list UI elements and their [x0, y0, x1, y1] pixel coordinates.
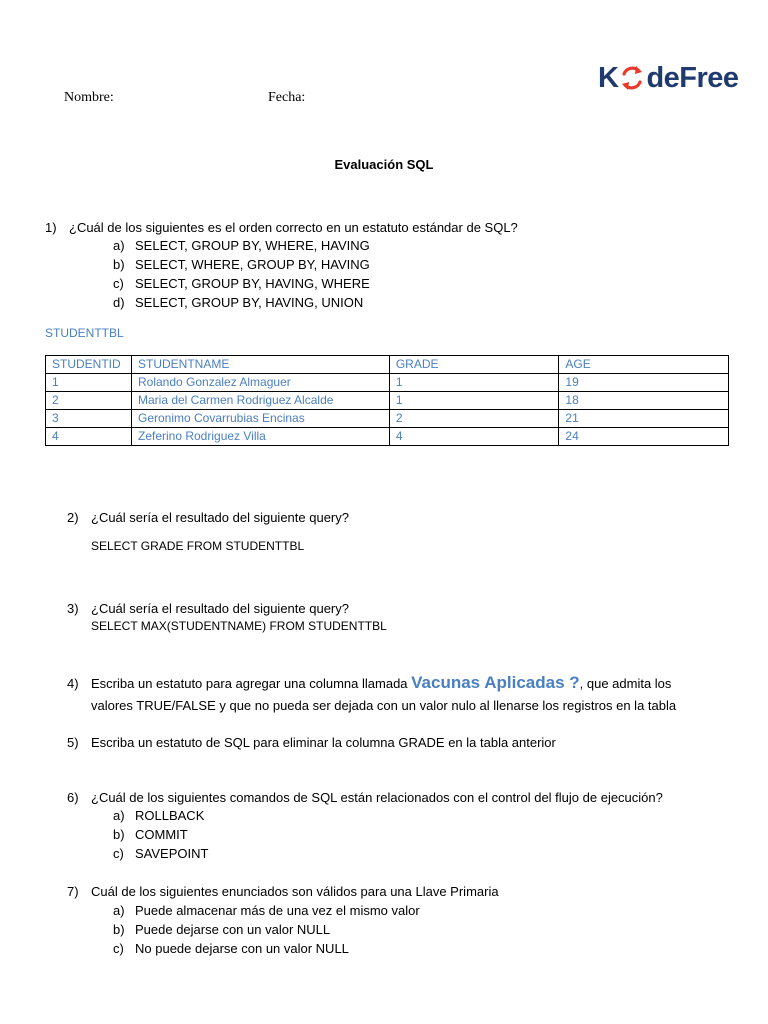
table-cell: 24 — [559, 428, 729, 446]
table-cell: 4 — [389, 428, 559, 446]
table-cell: Rolando Gonzalez Almaguer — [131, 374, 389, 392]
question-text: ¿Cuál de los siguientes es el orden correcto en un estatuto estándar de SQL? — [69, 220, 518, 235]
question-4-line-2: valores TRUE/FALSE y que no pueda ser dejada con un valor nulo al llenarse los registros en la tabla — [91, 698, 677, 713]
question-text: Cuál de los siguientes enunciados son válidos para una Llave Primaria — [91, 884, 499, 899]
table-caption: STUDENTTBL — [45, 326, 124, 340]
fecha-label: Fecha: — [268, 90, 306, 105]
logo-prefix: K — [598, 61, 619, 94]
column-header: GRADE — [389, 356, 559, 374]
option-item: a) ROLLBACK — [113, 808, 205, 823]
nombre-label: Nombre: — [64, 90, 114, 105]
option-item: c) SELECT, GROUP BY, HAVING, WHERE — [113, 276, 370, 291]
table-row — [46, 428, 729, 446]
table-cell: 1 — [389, 374, 559, 392]
table-cell: 3 — [46, 410, 132, 428]
question-2 — [67, 508, 349, 527]
question-7 — [67, 882, 499, 901]
question-7-options — [113, 901, 420, 958]
question-number: 2) — [67, 510, 79, 525]
question-text: ¿Cuál sería el resultado del siguiente query? — [91, 510, 349, 525]
option-item: c) SAVEPOINT — [113, 846, 209, 861]
page-title: Evaluación SQL — [334, 157, 434, 172]
question-3 — [67, 599, 349, 618]
question-number: 4) — [67, 676, 79, 691]
query-code: SELECT GRADE FROM STUDENTTBL — [91, 539, 305, 553]
table-row — [46, 392, 729, 410]
option-item: c) No puede dejarse con un valor NULL — [113, 941, 349, 956]
logo-refresh-icon — [619, 63, 645, 93]
column-header: AGE — [559, 356, 729, 374]
kodefree-logo — [598, 52, 739, 104]
option-item: a) SELECT, GROUP BY, WHERE, HAVING — [113, 238, 370, 253]
table-cell: Geronimo Covarrubias Encinas — [131, 410, 389, 428]
table-cell: 4 — [46, 428, 132, 446]
option-item: b) SELECT, WHERE, GROUP BY, HAVING — [113, 257, 370, 272]
option-item: b) COMMIT — [113, 827, 188, 842]
option-item: b) Puede dejarse con un valor NULL — [113, 922, 331, 937]
query-code: SELECT MAX(STUDENTNAME) FROM STUDENTTBL — [91, 619, 387, 633]
logo-suffix: deFree — [646, 61, 739, 94]
table-cell: 1 — [389, 392, 559, 410]
question-number: 5) — [67, 735, 79, 750]
question-5 — [67, 733, 556, 752]
option-item: a) Puede almacenar más de una vez el mismo valor — [113, 903, 420, 918]
question-1 — [45, 218, 518, 237]
column-header: STUDENTID — [46, 356, 132, 374]
table-header-row — [46, 356, 729, 374]
table-cell: 2 — [46, 392, 132, 410]
table-cell: 1 — [46, 374, 132, 392]
student-table — [45, 355, 729, 446]
question-number: 6) — [67, 790, 79, 805]
question-6-options — [113, 806, 208, 863]
question-text-continued: , que admita los — [579, 676, 672, 691]
table-cell: 19 — [559, 374, 729, 392]
question-text: ¿Cuál de los siguientes comandos de SQL están relacionados con el control del flujo de ejecución? — [91, 790, 663, 805]
table-cell: 2 — [389, 410, 559, 428]
table-row — [46, 410, 729, 428]
question-text: Escriba un estatuto de SQL para eliminar la columna GRADE en la tabla anterior — [91, 735, 556, 750]
question-number: 1) — [45, 220, 57, 235]
table-cell: 18 — [559, 392, 729, 410]
question-6 — [67, 788, 663, 807]
option-item: d) SELECT, GROUP BY, HAVING, UNION — [113, 295, 364, 310]
question-text: ¿Cuál sería el resultado del siguiente query? — [91, 601, 349, 616]
table-cell: Zeferino Rodriguez Villa — [131, 428, 389, 446]
column-header: STUDENTNAME — [131, 356, 389, 374]
column-name-highlight: Vacunas Aplicadas ? — [411, 673, 580, 692]
table-cell: 21 — [559, 410, 729, 428]
question-number: 7) — [67, 884, 79, 899]
question-text: Escriba un estatuto para agregar una columna llamada — [91, 676, 412, 691]
question-1-options — [113, 236, 370, 312]
question-number: 3) — [67, 601, 79, 616]
table-row — [46, 374, 729, 392]
question-4 — [67, 673, 671, 693]
table-cell: Maria del Carmen Rodriguez Alcalde — [131, 392, 389, 410]
